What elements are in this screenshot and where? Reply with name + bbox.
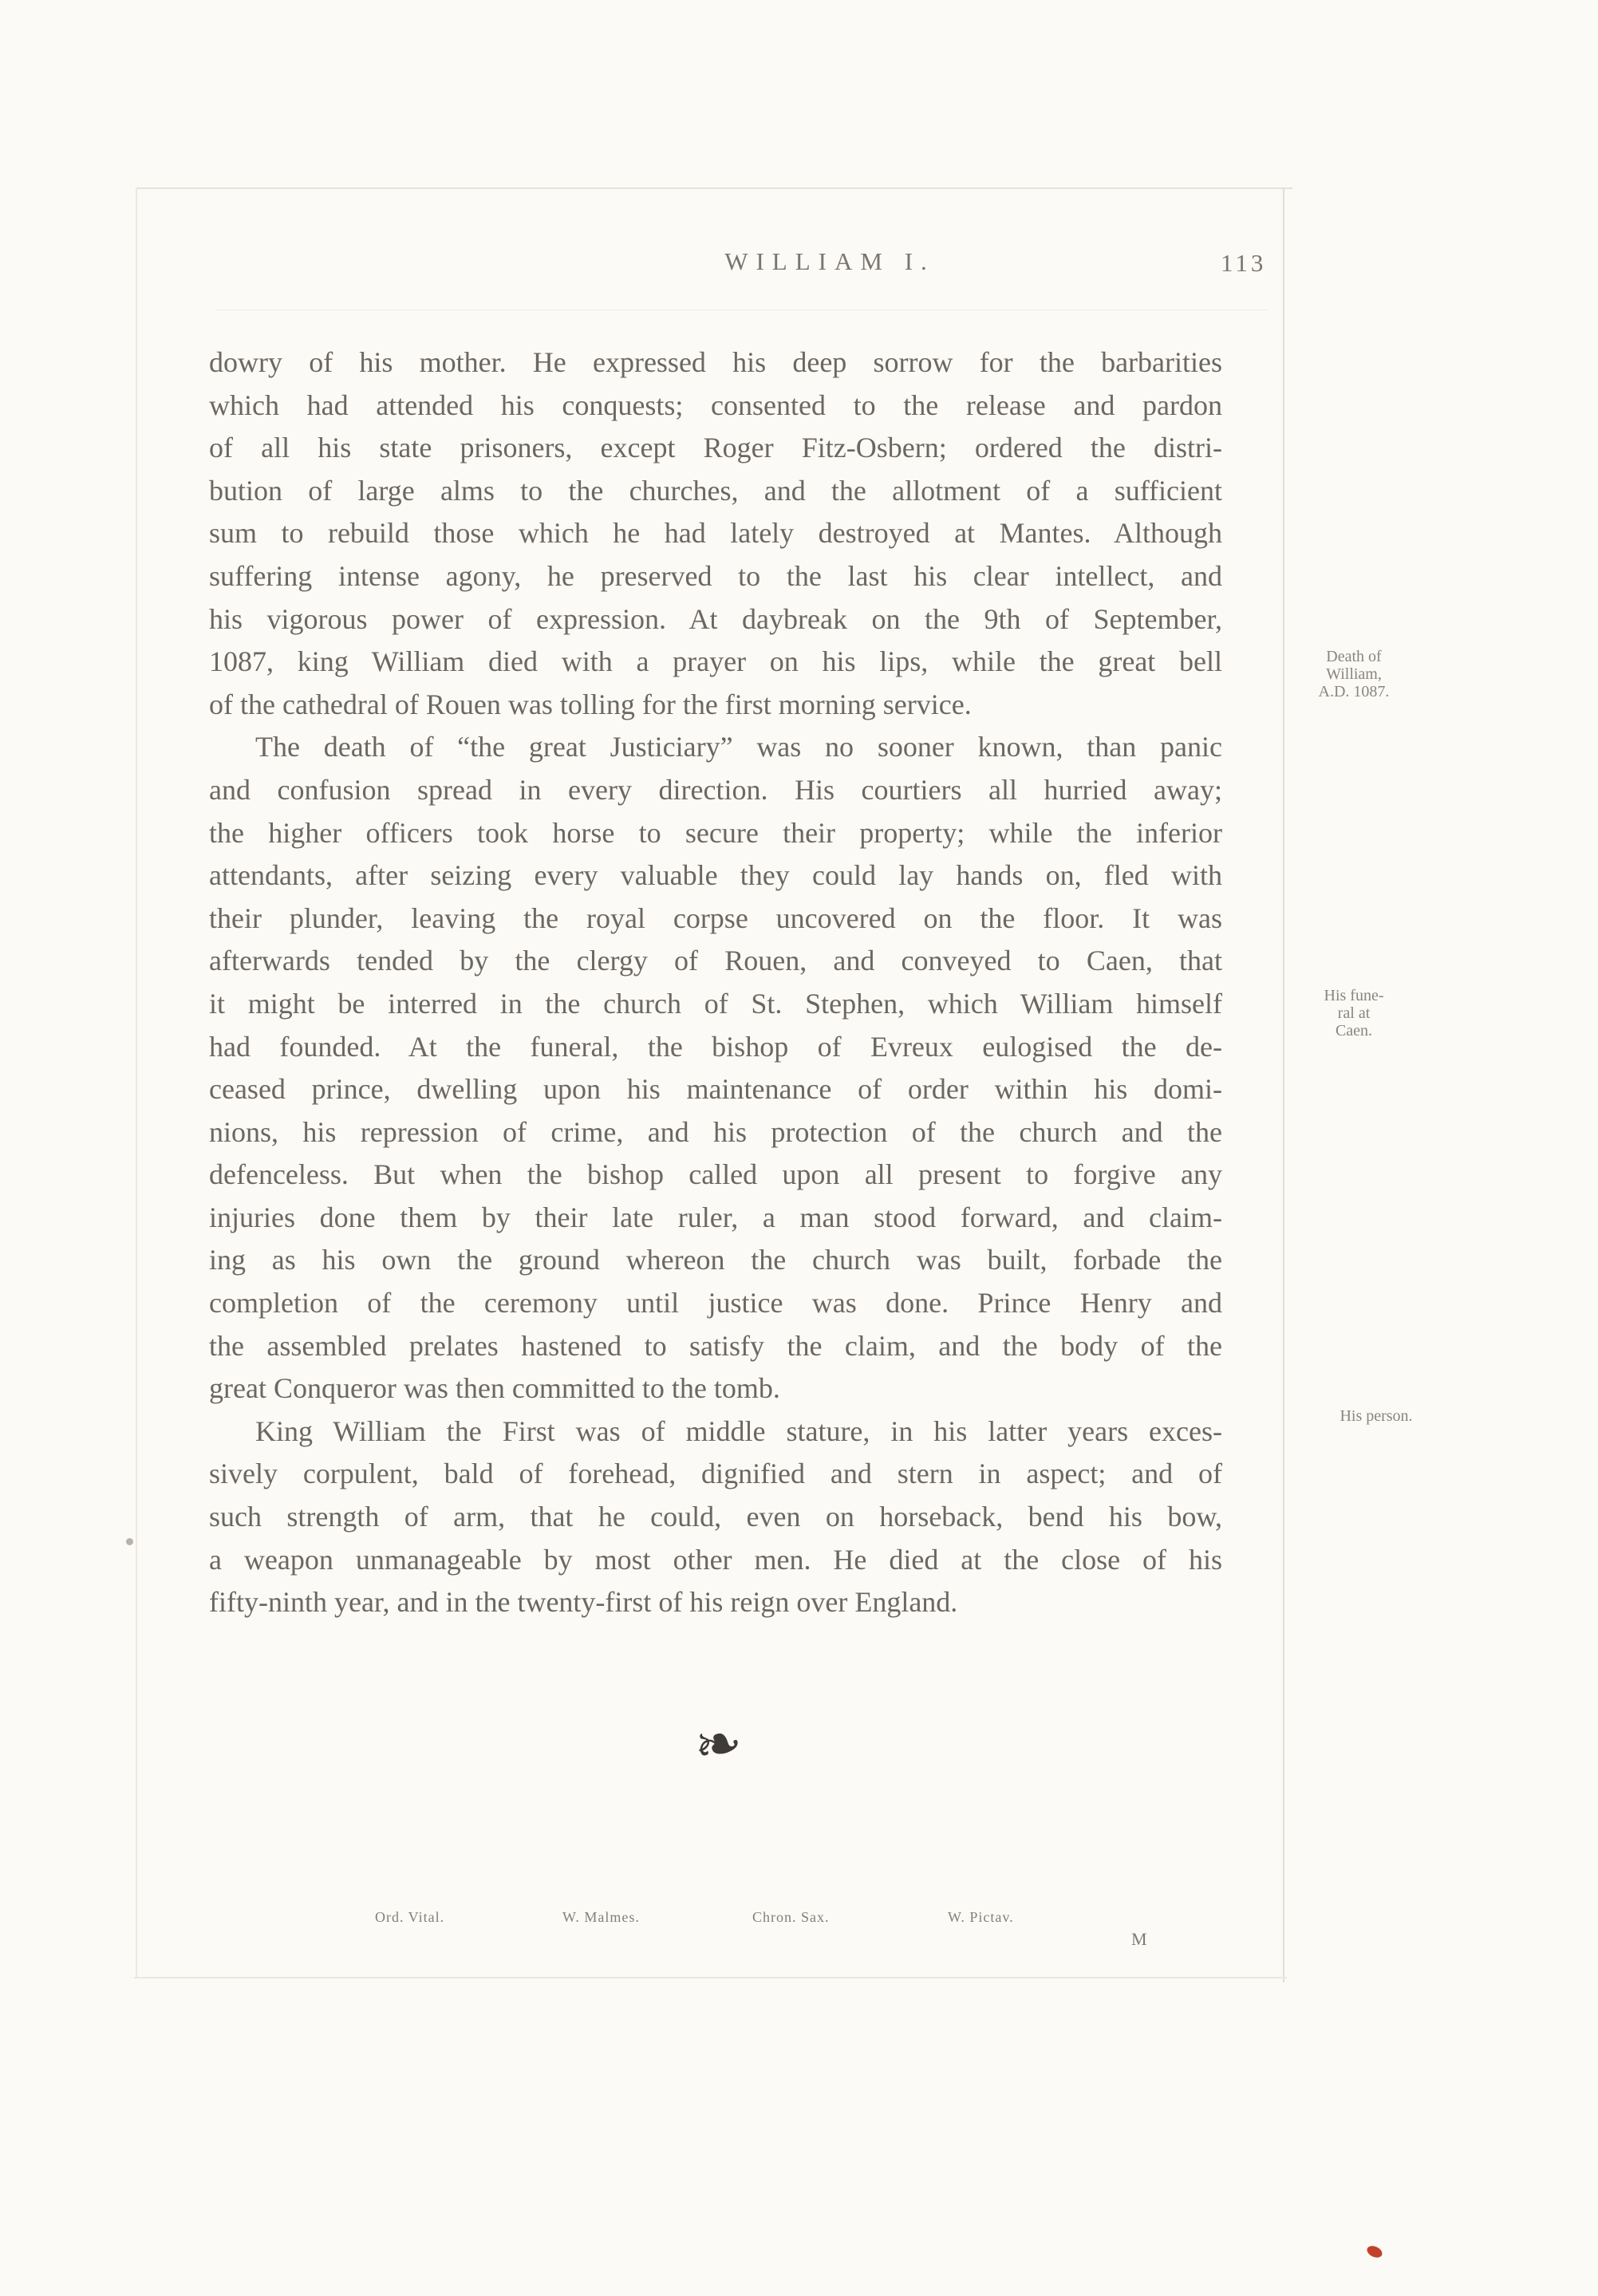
text-line: The death of “the great Justiciary” was no sooner known, than panic — [255, 731, 1222, 763]
margin-note-person — [1308, 1407, 1444, 1425]
text-line: nions, his repression of crime, and his protection of the church and the — [209, 1115, 1222, 1148]
margin-note-line: ral at — [1337, 1004, 1371, 1022]
margin-note-line: A.D. 1087. — [1318, 683, 1390, 700]
text-line: injuries done them by their late ruler, a man stood forward, and claim- — [209, 1201, 1222, 1233]
source-ord-vital: Ord. Vital. — [375, 1909, 445, 1925]
text-line: the assembled prelates hastened to satisfy the claim, and the body of the — [209, 1329, 1222, 1362]
source-chron-sax: Chron. Sax. — [752, 1909, 830, 1925]
page-frame-bottom — [134, 1977, 1287, 1978]
text-line: it might be interred in the church of St. Stephen, which William himself — [209, 987, 1222, 1020]
signature-mark: M — [1131, 1929, 1147, 1949]
text-line: ing as his own the ground whereon the church was built, forbade the — [209, 1244, 1222, 1276]
body-text — [209, 341, 1222, 1624]
page-frame-right — [1283, 187, 1284, 1982]
margin-note-line: William, — [1326, 665, 1382, 683]
text-line: fifty-ninth year, and in the twenty-first of his reign over England. — [209, 1586, 958, 1619]
text-line: of all his state prisoners, except Roger Fitz-Osbern; ordered the distri- — [209, 432, 1222, 464]
text-line: sively corpulent, bald of forehead, dignified and stern in aspect; and of — [209, 1458, 1222, 1490]
text-line: which had attended his conquests; consented to the release and pardon — [209, 389, 1222, 421]
source-w-pictav: W. Pictav. — [948, 1909, 1014, 1925]
margin-note-death — [1286, 648, 1422, 700]
margin-note-line: Caen. — [1335, 1022, 1373, 1040]
text-line: great Conqueror was then committed to the tomb. — [209, 1372, 780, 1405]
text-line: defenceless. But when the bishop called upon all present to forgive any — [209, 1158, 1222, 1191]
text-line: suffering intense agony, he preserved to the last his clear intellect, and — [209, 559, 1222, 592]
page-frame-left — [136, 187, 137, 1978]
page-number: 113 — [1221, 249, 1267, 277]
margin-note-funeral — [1286, 987, 1422, 1040]
text-line: dowry of his mother. He expressed his deep sorrow for the barbarities — [209, 346, 1222, 378]
page-header — [207, 239, 1267, 287]
text-line: afterwards tended by the clergy of Rouen, and conveyed to Caen, that — [209, 945, 1222, 977]
running-title: WILLIAM I. — [724, 247, 935, 275]
text-line: completion of the ceremony until justice was done. Prince Henry and — [209, 1287, 1222, 1320]
text-line: of the cathedral of Rouen was tolling for the first morning service. — [209, 688, 972, 720]
text-line: their plunder, leaving the royal corpse uncovered on the floor. It was — [209, 901, 1222, 934]
text-line: such strength of arm, that he could, even on horseback, bend his bow, — [209, 1501, 1222, 1533]
text-line: 1087, king William died with a prayer on his lips, while the great bell — [209, 645, 1222, 678]
text-line: ceased prince, dwelling upon his maintenance of order within his domi- — [209, 1073, 1222, 1106]
text-line: bution of large alms to the churches, and the allotment of a sufficient — [209, 474, 1222, 507]
margin-note-line: His person. — [1340, 1407, 1413, 1425]
page-frame-top — [136, 187, 1292, 189]
source-w-malmes: W. Malmes. — [562, 1909, 640, 1925]
fleuron-ornament-icon: ❧ — [689, 1710, 747, 1780]
text-line: his vigorous power of expression. At daybreak on the 9th of September, — [209, 602, 1222, 635]
ink-spot — [1365, 2243, 1384, 2259]
text-line: a weapon unmanageable by most other men. He died at the close of his — [209, 1543, 1222, 1576]
text-line: the higher officers took horse to secure their property; while the inferior — [209, 816, 1222, 849]
text-line: King William the First was of middle stature, in his latter years exces- — [255, 1414, 1222, 1447]
text-line: attendants, after seizing every valuable they could lay hands on, fled with — [209, 859, 1222, 892]
paper-spot — [126, 1538, 133, 1545]
margin-note-line: Death of — [1326, 648, 1382, 665]
margin-note-line: His fune- — [1324, 987, 1384, 1004]
text-line: sum to rebuild those which he had lately destroyed at Mantes. Although — [209, 517, 1222, 550]
text-line: had founded. At the funeral, the bishop of Evreux eulogised the de- — [209, 1030, 1222, 1063]
text-line: and confusion spread in every direction. His courtiers all hurried away; — [209, 773, 1222, 806]
